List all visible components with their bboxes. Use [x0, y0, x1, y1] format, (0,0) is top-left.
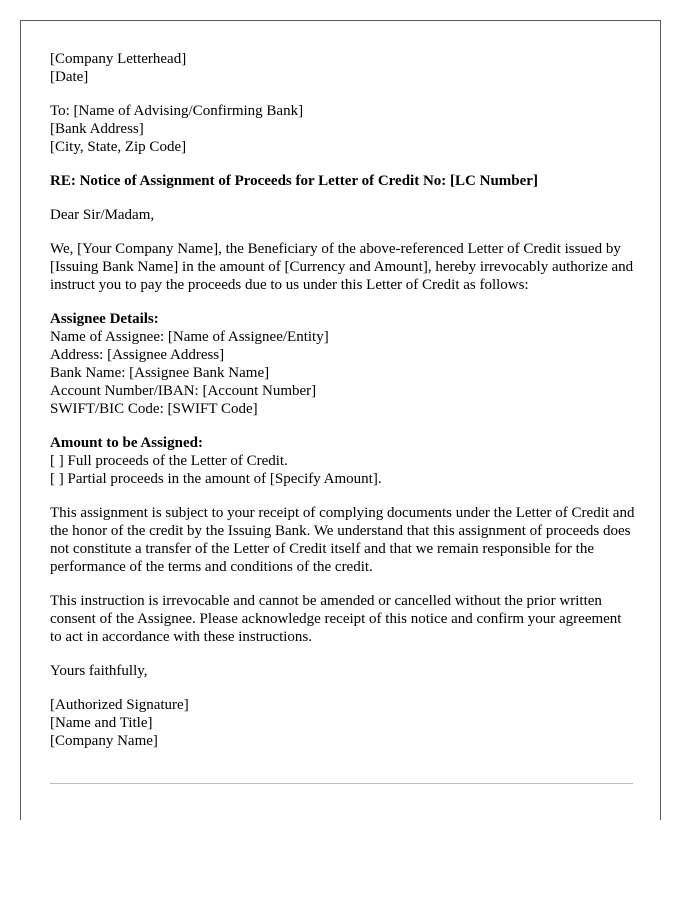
conditions-paragraph: This assignment is subject to your receipt of complying documents under the Letter of Credit and the honor of the credit by the Issuing Bank. We understand that this assignment of proceeds does not constitute a transfer of the Letter of Credit itself and that we remain responsible for the performance of the terms and conditions of the credit.: [50, 505, 635, 575]
intro-paragraph: We, [Your Company Name], the Beneficiary of the above-referenced Letter of Credit issued by [Issuing Bank Name] in the amount of [Currency and Amount], hereby irrevocably authorize and instruct you to pay the proceeds due to us under this Letter of Credit as follows:: [50, 241, 634, 293]
signer-name-title: [Name and Title]: [50, 715, 153, 731]
amount-section: [50, 434, 635, 488]
amount-option-partial: [ ] Partial proceeds in the amount of [Specify Amount].: [50, 471, 382, 487]
letter-page: [20, 20, 661, 820]
signer-company-name: [Company Name]: [50, 733, 158, 749]
assignee-account-number: Account Number/IBAN: [Account Number]: [50, 383, 317, 399]
signature-block: [50, 696, 635, 750]
footer-divider: [50, 783, 633, 784]
company-letterhead: [Company Letterhead]: [50, 51, 187, 67]
amount-heading: Amount to be Assigned:: [50, 435, 203, 451]
recipient-bank-name: To: [Name of Advising/Confirming Bank]: [50, 103, 304, 119]
letter-body: [50, 50, 635, 766]
authorized-signature: [Authorized Signature]: [50, 697, 189, 713]
assignee-bank-name: Bank Name: [Assignee Bank Name]: [50, 365, 270, 381]
assignee-details: [50, 310, 635, 418]
assignee-details-heading: Assignee Details:: [50, 311, 159, 327]
closing: Yours faithfully,: [50, 663, 148, 679]
recipient-bank-address: [Bank Address]: [50, 121, 144, 137]
irrevocable-paragraph: This instruction is irrevocable and cannot be amended or cancelled without the prior written consent of the Assignee. Please acknowledge receipt of this notice and confirm your agreement to act in accordance with these instructions.: [50, 593, 622, 645]
letter-date: [Date]: [50, 69, 89, 85]
amount-option-full: [ ] Full proceeds of the Letter of Credit.: [50, 453, 288, 469]
recipient-city-state-zip: [City, State, Zip Code]: [50, 139, 187, 155]
salutation: Dear Sir/Madam,: [50, 207, 155, 223]
letter-header: [50, 50, 635, 86]
recipient-block: [50, 102, 635, 156]
assignee-swift-code: SWIFT/BIC Code: [SWIFT Code]: [50, 401, 258, 417]
assignee-name: Name of Assignee: [Name of Assignee/Entity]: [50, 329, 329, 345]
assignee-address: Address: [Assignee Address]: [50, 347, 225, 363]
subject-line: RE: Notice of Assignment of Proceeds for Letter of Credit No: [LC Number]: [50, 173, 538, 189]
